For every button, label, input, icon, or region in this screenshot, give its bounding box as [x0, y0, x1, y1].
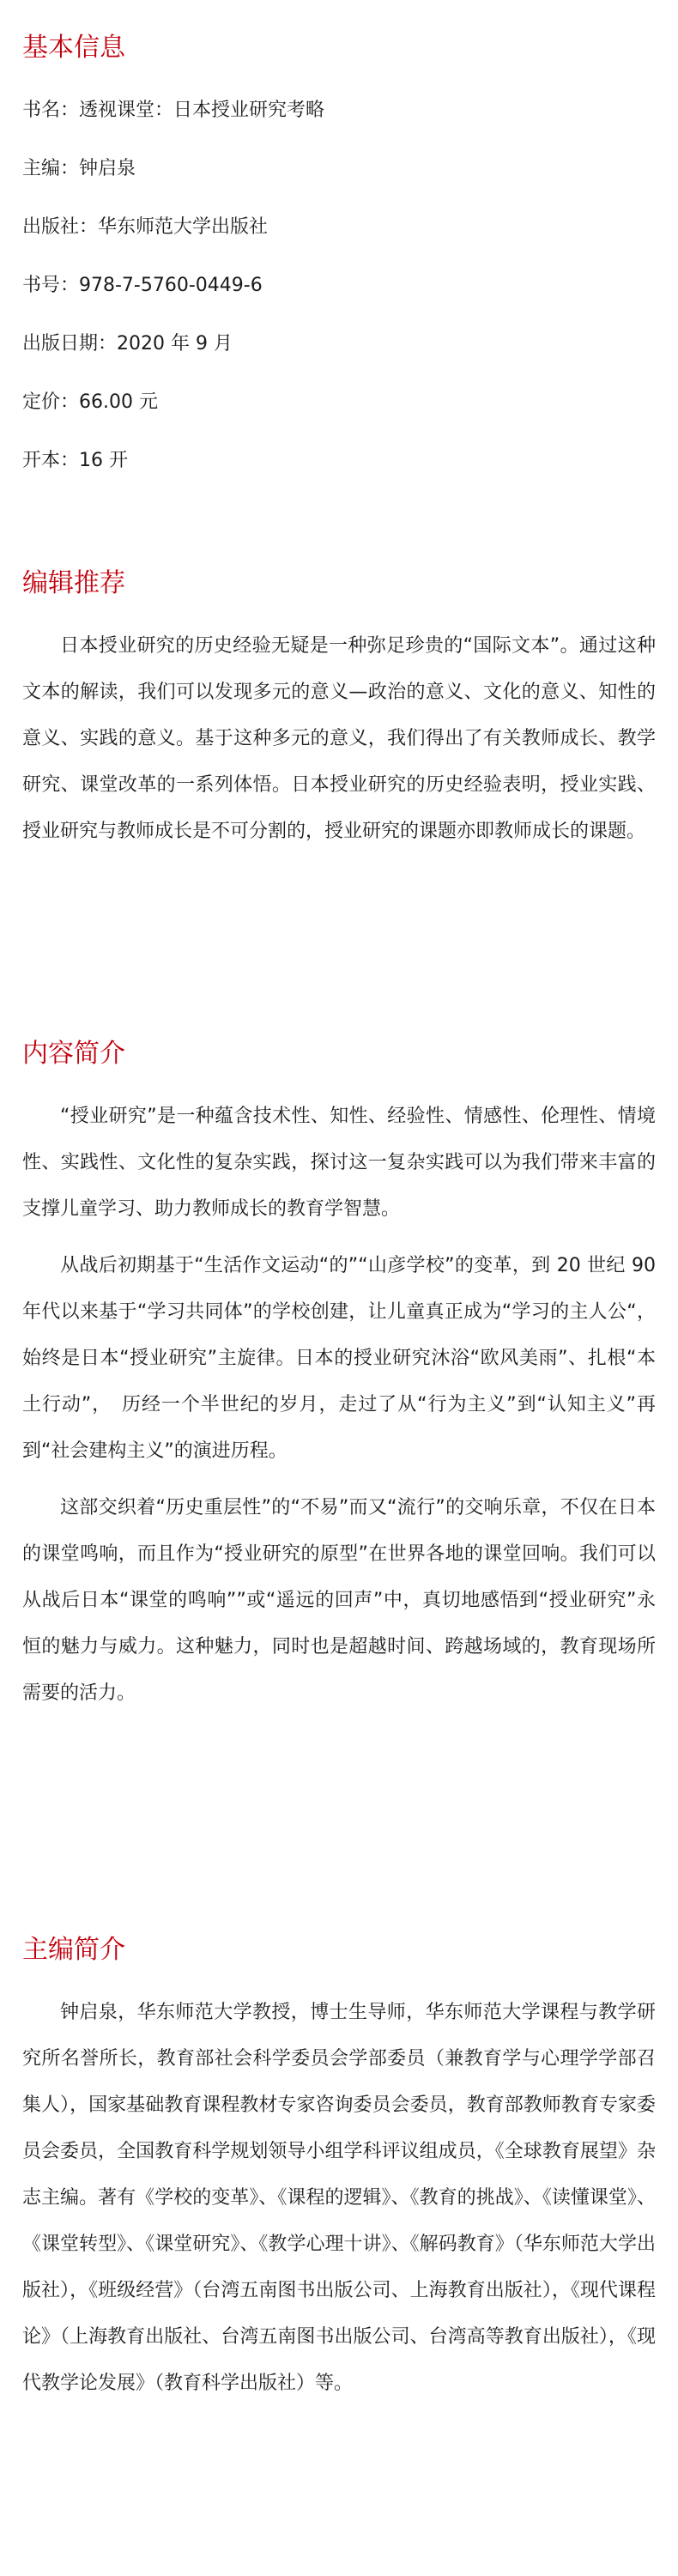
editor-recommendation-section: [22, 567, 656, 855]
info-title: 书名：透视课堂：日本授业研究考略: [22, 100, 325, 121]
info-format: 开本：16 开: [22, 450, 128, 471]
editor-recommendation-heading: 编辑推荐: [22, 568, 125, 598]
info-isbn: 书号：978-7-5760-0449-6: [22, 275, 263, 296]
editor-intro-section: [22, 1933, 656, 2407]
content-summary-paragraph-1: “授业研究”是一种蕴含技术性、知性、经验性、情感性、伦理性、情境性、实践性、文化性的复杂实践，探讨这一复杂实践可以为我们带来丰富的支撑儿童学习、助力教师成长的教育学智慧。: [22, 1106, 656, 1220]
content-summary-heading: 内容简介: [22, 1039, 125, 1069]
info-publisher: 出版社：华东师范大学出版社: [22, 216, 269, 238]
info-publish-date: 出版日期：2020 年 9 月: [22, 333, 233, 355]
info-price: 定价：66.00 元: [22, 391, 158, 413]
content-summary-paragraph-3: 这部交织着“历史重层性”的“不易”而又“流行”的交响乐章，不仅在日本的课堂鸣响，而且作为“授业研究的原型”在世界各地的课堂回响。我们可以从战后日本“课堂的鸣响””或“遥远的回声”中，真切地感悟到“授业研究”永恒的魅力与威力。这种魅力，同时也是超越时间、跨越场域的，教育现场所需要的活力。: [22, 1497, 656, 1704]
basic-info-heading: 基本信息: [22, 33, 125, 63]
editor-recommendation-paragraph: 日本授业研究的历史经验无疑是一种弥足珍贵的“国际文本”。通过这种文本的解读，我们可以发现多元的意义—政治的意义、文化的意义、知性的意义、实践的意义。基于这种多元的意义，我们得出了有关教师成长、教学研究、课堂改革的一系列体悟。日本授业研究的历史经验表明，授业实践、授业研究与教师成长是不可分割的，授业研究的课题亦即教师成长的课题。: [22, 635, 656, 842]
editor-intro-paragraph: 钟启泉，华东师范大学教授，博士生导师，华东师范大学课程与教学研究所名誉所长，教育部社会科学委员会学部委员（兼教育学与心理学学部召集人），国家基础教育课程教材专家咨询委员会委员，教育部教师教育专家委员会委员，全国教育科学规划领导小组学科评议组成员，《全球教育展望》杂志主编。著有《学校的变革》、《课程的逻辑》、《教育的挑战》、《读懂课堂》、《课堂转型》、《课堂研究》、《教学心理十讲》、《解码教育》（华东师范大学出版社），《班级经营》（台湾五南图书出版公司、上海教育出版社），《现代课程论》（上海教育出版社、台湾五南图书出版公司、台湾高等教育出版社），《现代教学论发展》（教育科学出版社）等。: [22, 2002, 656, 2394]
info-editor: 主编：钟启泉: [22, 158, 136, 179]
content-summary-section: [22, 1037, 656, 1717]
basic-info-section: [22, 31, 656, 471]
editor-intro-heading: 主编简介: [22, 1935, 125, 1965]
content-summary-paragraph-2: 从战后初期基于“生活作文运动“的”“山彦学校”的变革，到 20 世纪 90 年代以来基于“学习共同体”的学校创建，让儿童真正成为“学习的主人公“，始终是日本“授业研究”主旋律。日本的授业研究沐浴“欧风美雨”、扎根“本土行动”， 历经一个半世纪的岁月，走过了从“行为主义”到“认知主义”再到“社会建构主义”的演进历程。: [22, 1255, 656, 1462]
